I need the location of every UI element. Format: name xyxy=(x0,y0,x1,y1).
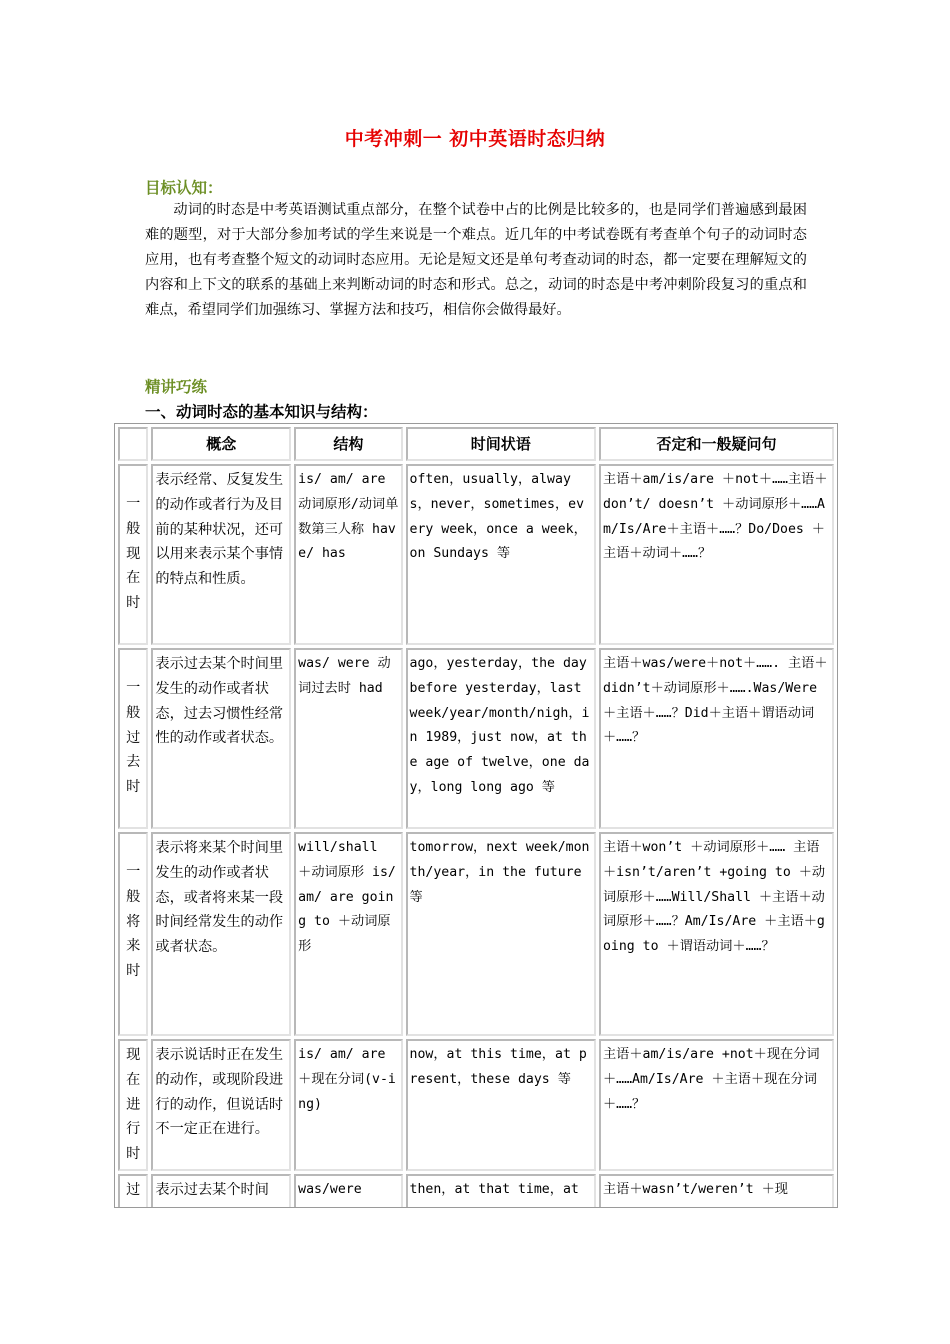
adverbials-cell: then，at that time，at xyxy=(406,1174,596,1208)
structure-cell: will/shall ＋动词原形 is/am/ are going to ＋动词原形 xyxy=(294,832,402,1036)
tense-table xyxy=(115,424,837,1208)
concept-cell: 表示将来某个时间里发生的动作或者状态，或者将来某一段时间经常发生的动作或者状态。 xyxy=(151,832,291,1036)
structure-cell: is/ am/ are ＋现在分词(v-ing) xyxy=(294,1039,402,1171)
negative-question-cell: 主语＋won’t ＋动词原形＋…… 主语＋isn’t/aren’t +going to ＋动词原形＋……Will/Shall ＋主语＋动词原形＋……？Am/Is/Are ＋主语＋going to ＋谓语动词＋……？ xyxy=(599,832,834,1036)
negative-question-cell: 主语＋wasn’t/weren’t ＋现 xyxy=(599,1174,834,1208)
structure-cell: was/ were 动词过去时 had xyxy=(294,648,402,829)
practice-heading: 精讲巧练 xyxy=(145,377,208,396)
tense-name: 一般将来时 xyxy=(118,832,148,1036)
adverbials-cell: often，usually，always，never，sometimes，every week，once a week，on Sundays 等 xyxy=(406,464,596,645)
tense-name: 一般过去时 xyxy=(118,648,148,829)
concept-cell: 表示过去某个时间里发生的动作或者状态，过去习惯性经常性的动作或者状态。 xyxy=(151,648,291,829)
goal-heading: 目标认知： xyxy=(145,178,223,197)
table-header-row xyxy=(118,427,834,461)
adverbials-cell: now，at this time，at present，these days 等 xyxy=(406,1039,596,1171)
header-structure: 结构 xyxy=(294,427,402,461)
table-row xyxy=(118,464,834,645)
table-row xyxy=(118,1039,834,1171)
tense-name: 现在进行时 xyxy=(118,1039,148,1171)
intro-paragraph xyxy=(145,198,807,323)
header-adverbials: 时间状语 xyxy=(406,427,596,461)
table-row xyxy=(118,1174,834,1208)
section-subheading: 一、动词时态的基本知识与结构： xyxy=(145,402,378,421)
table-row xyxy=(118,648,834,829)
concept-cell: 表示经常、反复发生的动作或者行为及目前的某种状况，还可以用来表示某个事情的特点和性质。 xyxy=(151,464,291,645)
adverbials-cell: tomorrow，next week/month/year，in the future 等 xyxy=(406,832,596,1036)
tense-name: 一般现在时 xyxy=(118,464,148,645)
concept-cell: 表示说话时正在发生的动作，或现阶段进行的动作，但说话时不一定正在进行。 xyxy=(151,1039,291,1171)
header-tense xyxy=(118,427,148,461)
structure-cell: was/were xyxy=(294,1174,402,1208)
page-title: 中考冲刺一 初中英语时态归纳 xyxy=(344,128,606,150)
table-row xyxy=(118,832,834,1036)
tense-table-wrapper xyxy=(114,423,838,1208)
intro-text: 动词的时态是中考英语测试重点部分，在整个试卷中占的比例是比较多的，也是同学们普遍感到最困难的题型，对于大部分参加考试的学生来说是一个难点。近几年的中考试卷既有考查单个句子的动词时态应用，也有考查整个短文的动词时态应用。无论是短文还是单句考查动词的时态，都一定要在理解短文的内容和上下文的联系的基础上来判断动词的时态和形式。总之，动词的时态是中考冲刺阶段复习的重点和难点，希望同学们加强练习、掌握方法和技巧，相信你会做得最好。 xyxy=(145,202,807,318)
negative-question-cell: 主语＋was/were＋not＋……. 主语＋didn’t＋动词原形＋…….Was/Were ＋主语＋……？Did＋主语＋谓语动词＋……？ xyxy=(599,648,834,829)
header-negative-question: 否定和一般疑问句 xyxy=(599,427,834,461)
negative-question-cell: 主语＋am/is/are +not＋现在分词＋……Am/Is/Are ＋主语＋现在分词＋……？ xyxy=(599,1039,834,1171)
negative-question-cell: 主语＋am/is/are ＋not＋……主语＋don’t/ doesn’t ＋动词原形＋……Am/Is/Are＋主语＋……？Do/Does ＋主语＋动词＋……？ xyxy=(599,464,834,645)
adverbials-cell: ago，yesterday，the day before yesterday，last week/year/month/nigh，in 1989，just now，at the age of twelve，one day，long long ago 等 xyxy=(406,648,596,829)
header-concept: 概念 xyxy=(151,427,291,461)
tense-name: 过 xyxy=(118,1174,148,1208)
structure-cell: is/ am/ are 动词原形/动词单数第三人称 have/ has xyxy=(294,464,402,645)
concept-cell: 表示过去某个时间 xyxy=(151,1174,291,1208)
